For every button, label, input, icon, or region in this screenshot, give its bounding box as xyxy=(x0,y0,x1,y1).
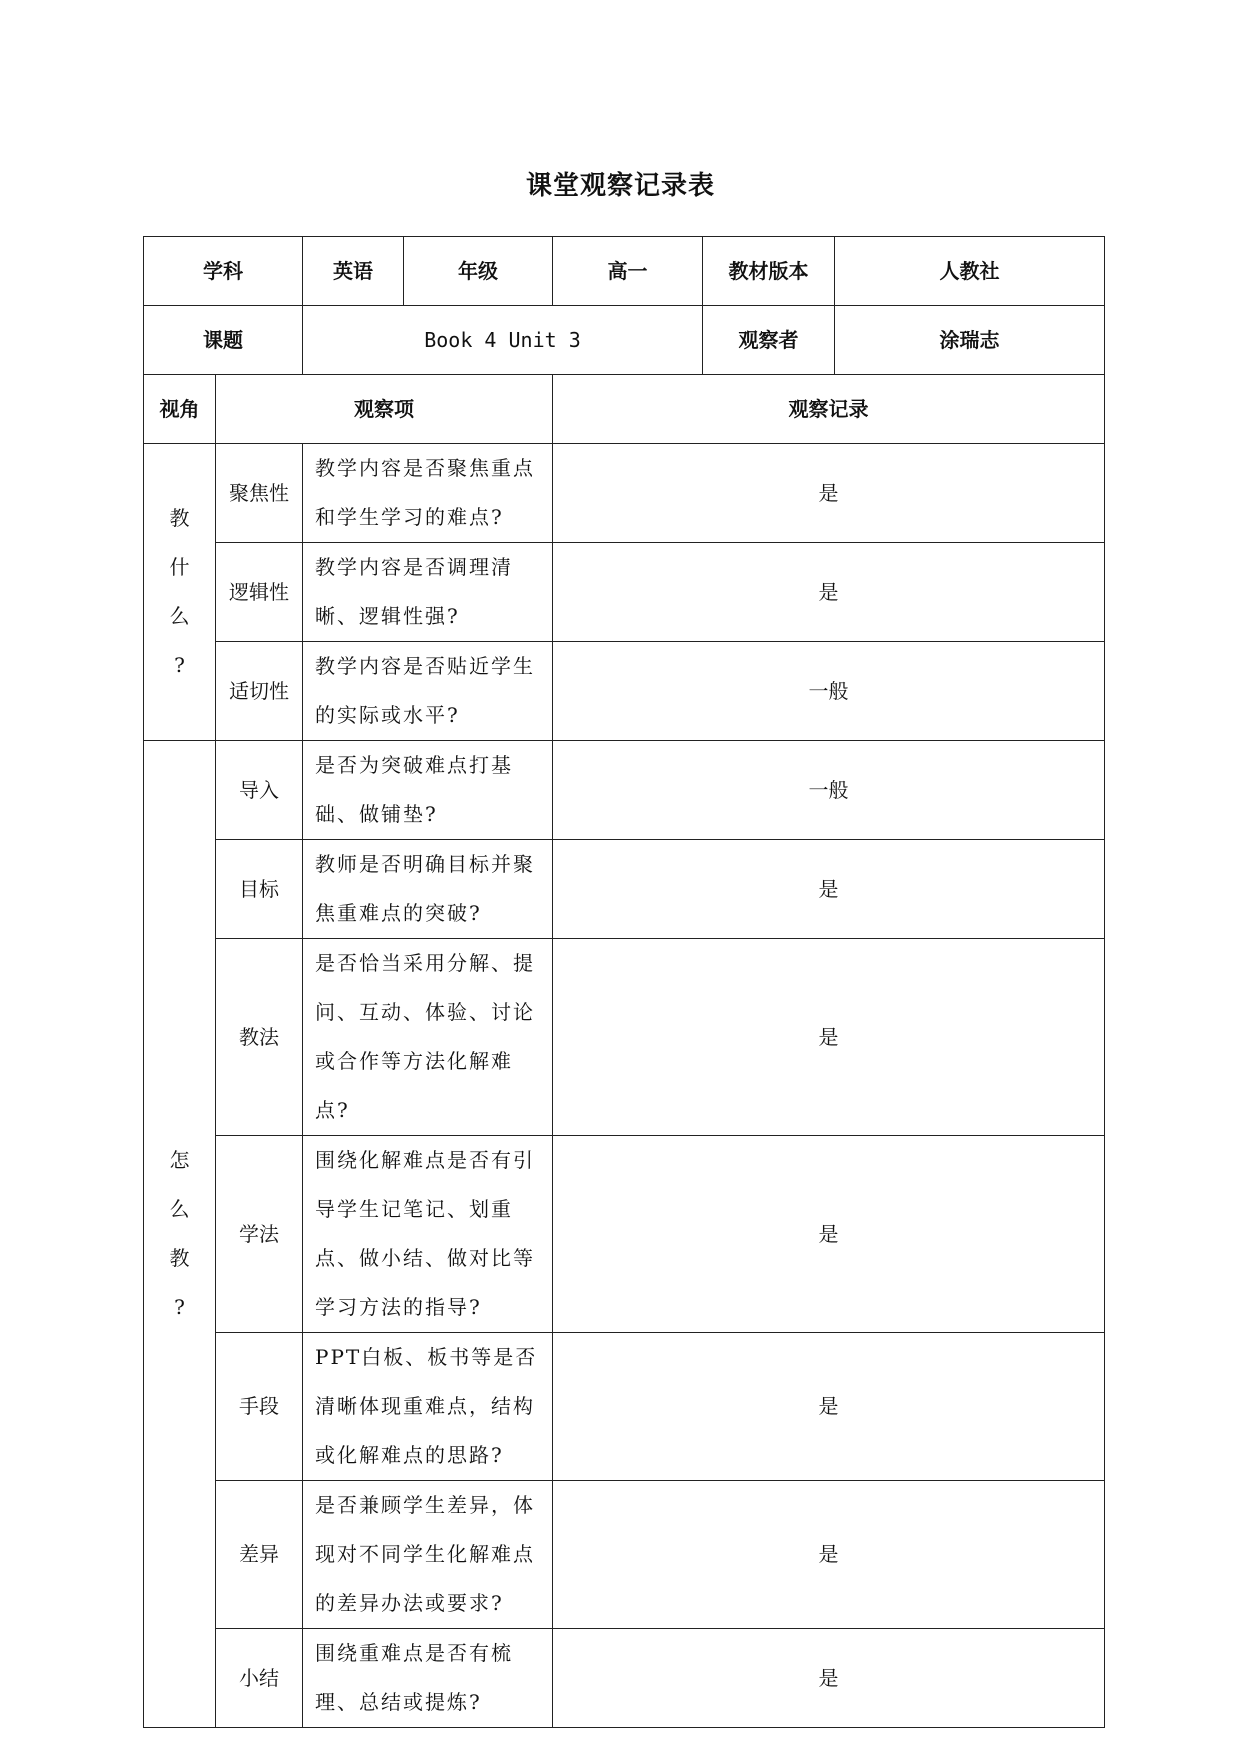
column-item: 观察项 xyxy=(216,375,553,444)
item-cell: 是否恰当采用分解、提问、互动、体验、讨论或合作等方法化解难点? xyxy=(303,939,553,1136)
observer-value: 涂瑞志 xyxy=(835,306,1105,375)
aspect-cell: 差异 xyxy=(216,1481,303,1629)
item-cell: 是否为突破难点打基础、做铺垫? xyxy=(303,741,553,840)
table-row xyxy=(144,1333,1105,1481)
column-angle: 视角 xyxy=(144,375,216,444)
record-cell: 一般 xyxy=(553,642,1105,741)
record-cell: 是 xyxy=(553,1481,1105,1629)
topic-value: Book 4 Unit 3 xyxy=(303,306,703,375)
observer-label: 观察者 xyxy=(703,306,835,375)
item-cell: PPT白板、板书等是否清晰体现重难点，结构或化解难点的思路? xyxy=(303,1333,553,1481)
table-row xyxy=(144,939,1105,1136)
aspect-cell: 教法 xyxy=(216,939,303,1136)
record-cell: 是 xyxy=(553,543,1105,642)
record-cell: 是 xyxy=(553,1136,1105,1333)
textbook-value: 人教社 xyxy=(835,237,1105,306)
aspect-cell: 逻辑性 xyxy=(216,543,303,642)
table-row xyxy=(144,444,1105,543)
topic-label: 课题 xyxy=(144,306,303,375)
table-row xyxy=(144,741,1105,840)
table-row xyxy=(144,1629,1105,1728)
record-cell: 是 xyxy=(553,840,1105,939)
angle-cell-how: 怎 么 教 ? xyxy=(144,741,216,1728)
item-cell: 围绕化解难点是否有引导学生记笔记、划重点、做小结、做对比等学习方法的指导? xyxy=(303,1136,553,1333)
column-record: 观察记录 xyxy=(553,375,1105,444)
aspect-cell: 小结 xyxy=(216,1629,303,1728)
record-cell: 是 xyxy=(553,444,1105,543)
observation-table xyxy=(143,236,1105,1728)
record-cell: 是 xyxy=(553,939,1105,1136)
subject-label: 学科 xyxy=(144,237,303,306)
textbook-label: 教材版本 xyxy=(703,237,835,306)
table-row xyxy=(144,543,1105,642)
table-row xyxy=(144,1136,1105,1333)
item-cell: 教学内容是否聚焦重点和学生学习的难点? xyxy=(303,444,553,543)
table-row xyxy=(144,642,1105,741)
table-row xyxy=(144,840,1105,939)
aspect-cell: 目标 xyxy=(216,840,303,939)
angle-cell-what: 教 什 么 ? xyxy=(144,444,216,741)
item-cell: 教学内容是否调理清晰、逻辑性强? xyxy=(303,543,553,642)
aspect-cell: 适切性 xyxy=(216,642,303,741)
record-cell: 一般 xyxy=(553,741,1105,840)
header-row-1 xyxy=(144,237,1105,306)
page-title: 课堂观察记录表 xyxy=(525,171,715,201)
record-cell: 是 xyxy=(553,1333,1105,1481)
aspect-cell: 学法 xyxy=(216,1136,303,1333)
subject-value: 英语 xyxy=(303,237,404,306)
item-cell: 教师是否明确目标并聚焦重难点的突破? xyxy=(303,840,553,939)
aspect-cell: 手段 xyxy=(216,1333,303,1481)
header-row-2 xyxy=(144,306,1105,375)
grade-label: 年级 xyxy=(404,237,553,306)
grade-value: 高一 xyxy=(553,237,703,306)
item-cell: 是否兼顾学生差异，体现对不同学生化解难点的差异办法或要求? xyxy=(303,1481,553,1629)
aspect-cell: 导入 xyxy=(216,741,303,840)
table-row xyxy=(144,1481,1105,1629)
aspect-cell: 聚焦性 xyxy=(216,444,303,543)
column-header-row xyxy=(144,375,1105,444)
record-cell: 是 xyxy=(553,1629,1105,1728)
item-cell: 围绕重难点是否有梳理、总结或提炼? xyxy=(303,1629,553,1728)
item-cell: 教学内容是否贴近学生的实际或水平? xyxy=(303,642,553,741)
